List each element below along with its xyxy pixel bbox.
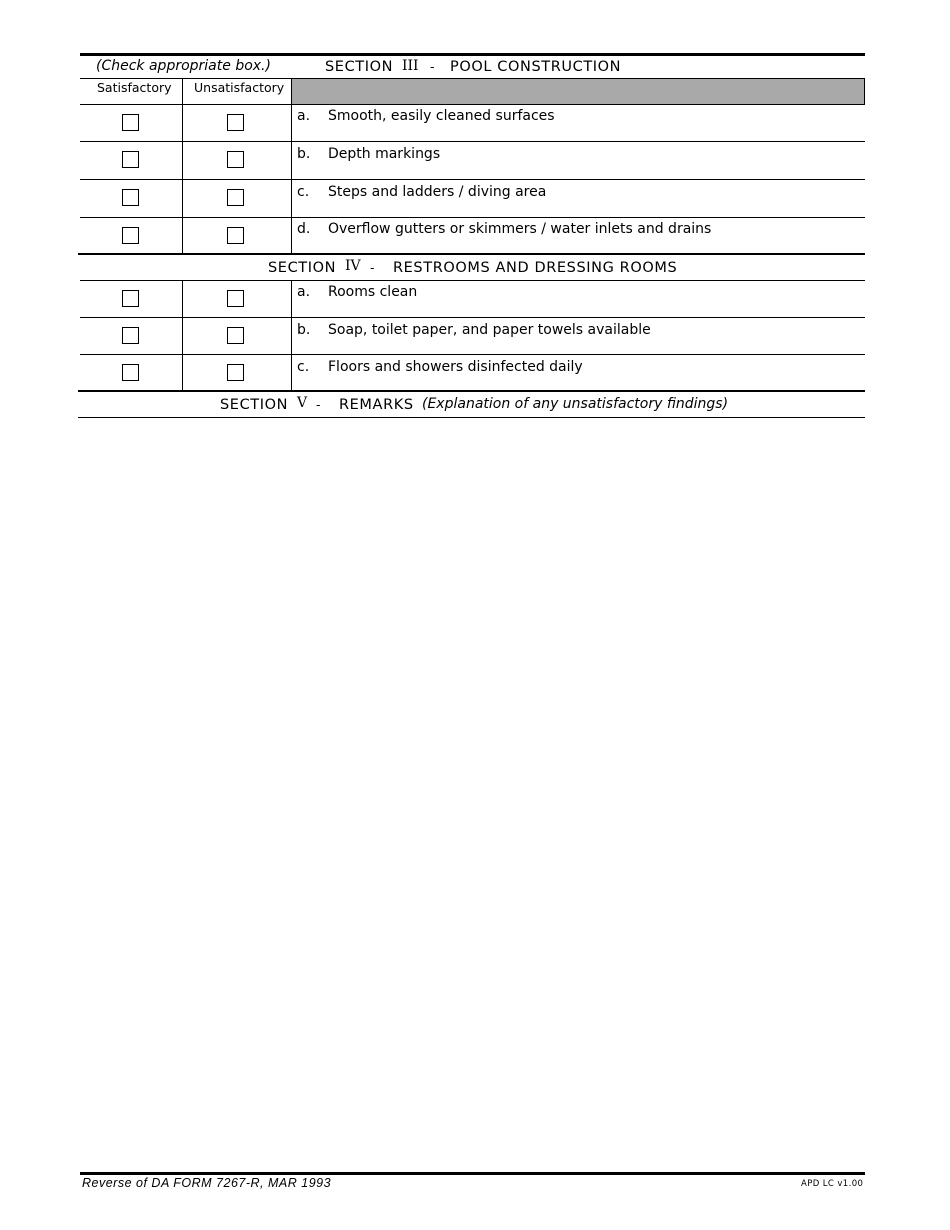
section-v-dash: -: [316, 397, 321, 412]
remarks-area[interactable]: [80, 418, 865, 1172]
header-shaded-bar: [292, 79, 864, 104]
col-divider-1-iv: [182, 280, 183, 391]
footer-rule: [80, 1172, 865, 1175]
section-iii-title: POOL CONSTRUCTION: [450, 59, 622, 75]
section-v-word: SECTION: [220, 397, 289, 413]
section-iv-title: RESTROOMS AND DRESSING ROOMS: [393, 260, 678, 276]
col-divider-2: [291, 78, 292, 254]
unsatisfactory-checkbox[interactable]: [227, 151, 244, 168]
row-rule: [80, 179, 865, 180]
item-text: Floors and showers disinfected daily: [328, 359, 583, 375]
section-v-top-rule: [78, 390, 865, 392]
section-v-title: REMARKS: [339, 397, 414, 413]
satisfactory-checkbox[interactable]: [122, 114, 139, 131]
item-letter: a.: [297, 284, 311, 300]
section-iv-top-rule: [78, 253, 865, 255]
item-letter: d.: [297, 221, 311, 237]
item-letter: a.: [297, 108, 311, 124]
unsatisfactory-checkbox[interactable]: [227, 290, 244, 307]
unsatisfactory-checkbox[interactable]: [227, 189, 244, 206]
section-v-subtitle: (Explanation of any unsatisfactory findings): [422, 396, 729, 412]
item-letter: c.: [297, 184, 310, 200]
item-text: Overflow gutters or skimmers / water inlets and drains: [328, 221, 712, 237]
rule-under-col-headers: [80, 104, 865, 105]
check-note: (Check appropriate box.): [96, 58, 271, 74]
form-identifier: Reverse of DA FORM 7267-R, MAR 1993: [82, 1176, 332, 1190]
col-divider-2-iv: [291, 280, 292, 391]
item-text: Smooth, easily cleaned surfaces: [328, 108, 555, 124]
item-text: Steps and ladders / diving area: [328, 184, 547, 200]
item-text: Rooms clean: [328, 284, 418, 300]
unsatisfactory-checkbox[interactable]: [227, 327, 244, 344]
version-label: APD LC v1.00: [801, 1179, 864, 1189]
row-rule: [80, 217, 865, 218]
col-header-satisfactory: Satisfactory: [97, 80, 172, 95]
top-rule: [80, 53, 865, 56]
section-iv-dash: -: [370, 260, 375, 275]
row-rule: [80, 141, 865, 142]
satisfactory-checkbox[interactable]: [122, 327, 139, 344]
item-text: Soap, toilet paper, and paper towels available: [328, 322, 651, 338]
unsatisfactory-checkbox[interactable]: [227, 364, 244, 381]
rule-under-section-iv: [80, 280, 865, 281]
section-iii-word: SECTION: [325, 59, 394, 75]
col-divider-1: [182, 78, 183, 254]
item-letter: b.: [297, 146, 311, 162]
item-letter: c.: [297, 359, 310, 375]
section-v-numeral: V: [297, 395, 308, 411]
section-iii-dash: -: [430, 59, 435, 74]
section-iv-word: SECTION: [268, 260, 337, 276]
satisfactory-checkbox[interactable]: [122, 189, 139, 206]
unsatisfactory-checkbox[interactable]: [227, 114, 244, 131]
grey-bar-right-edge: [864, 79, 865, 105]
satisfactory-checkbox[interactable]: [122, 227, 139, 244]
row-rule: [80, 354, 865, 355]
section-iv-numeral: IV: [345, 258, 361, 274]
section-iii-numeral: III: [402, 58, 419, 74]
col-header-unsatisfactory: Unsatisfactory: [194, 80, 285, 95]
unsatisfactory-checkbox[interactable]: [227, 227, 244, 244]
item-letter: b.: [297, 322, 311, 338]
row-rule: [80, 317, 865, 318]
item-text: Depth markings: [328, 146, 441, 162]
satisfactory-checkbox[interactable]: [122, 290, 139, 307]
satisfactory-checkbox[interactable]: [122, 151, 139, 168]
satisfactory-checkbox[interactable]: [122, 364, 139, 381]
